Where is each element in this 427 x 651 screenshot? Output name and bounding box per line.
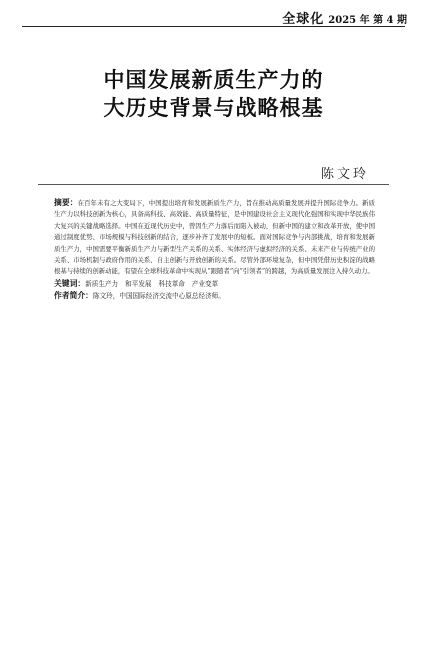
header-rule — [22, 26, 405, 27]
issue-number: 2025 年 第 4 期 — [328, 15, 407, 26]
keyword: 新质生产力 — [85, 279, 119, 288]
abstract-text: 在百年未有之大变局下，中国提出培育和发展新质生产力，旨在推动高质量发展并提升国际竞争力。新质生产力以科技创新为核心，具备高科技、高效能、高质量特征，是中国建设社会主义现代化强国和实现中华民族伟大复兴的关键战略选择。中国在近现代历史中，曾因生产力落后而陷入被动，但新中国的建立和改革开放，使中国通过制度优势、市场规模与科技创新的结合，逐步补齐了发展中的短板。面对国际竞争与内部挑战，培育和发展新质生产力，中国需要平衡新质生产力与新型生产关系的关系、实体经济与虚拟经济的关系、未来产业与传统产业的关系、市场机制与政府作用的关系、自主创新与开放创新的关系。尽管外部环境复杂，但中国凭借历史积淀的战略根基与持续的创新动能，有望在全球科技革命中实现从“跟随者”向“引领者”的跨越，为高质量发展注入持久动力。 — [54, 199, 376, 276]
keyword: 科技革命 — [158, 279, 185, 288]
title-line-1: 中国发展新质生产力的 — [103, 68, 324, 92]
journal-header — [282, 8, 407, 27]
journal-name: 全球化 — [282, 12, 325, 27]
author-name: 陈文玲 — [320, 167, 369, 182]
keyword: 和平发展 — [125, 279, 152, 288]
title-line-2: 大历史背景与战略根基 — [103, 96, 324, 120]
author-bio-label: 作者简介： — [54, 291, 93, 301]
abstract — [54, 197, 375, 278]
keywords-label: 关键词： — [54, 278, 86, 288]
author-bio — [54, 290, 375, 302]
section-divider — [38, 184, 389, 185]
article-title — [0, 66, 427, 122]
keyword: 产业变革 — [191, 279, 219, 288]
keywords — [54, 278, 375, 290]
abstract-block — [54, 197, 375, 303]
author-bio-text: 陈文玲，中国国际经济交流中心原总经济师。 — [92, 292, 225, 301]
abstract-label: 摘要： — [54, 198, 78, 207]
